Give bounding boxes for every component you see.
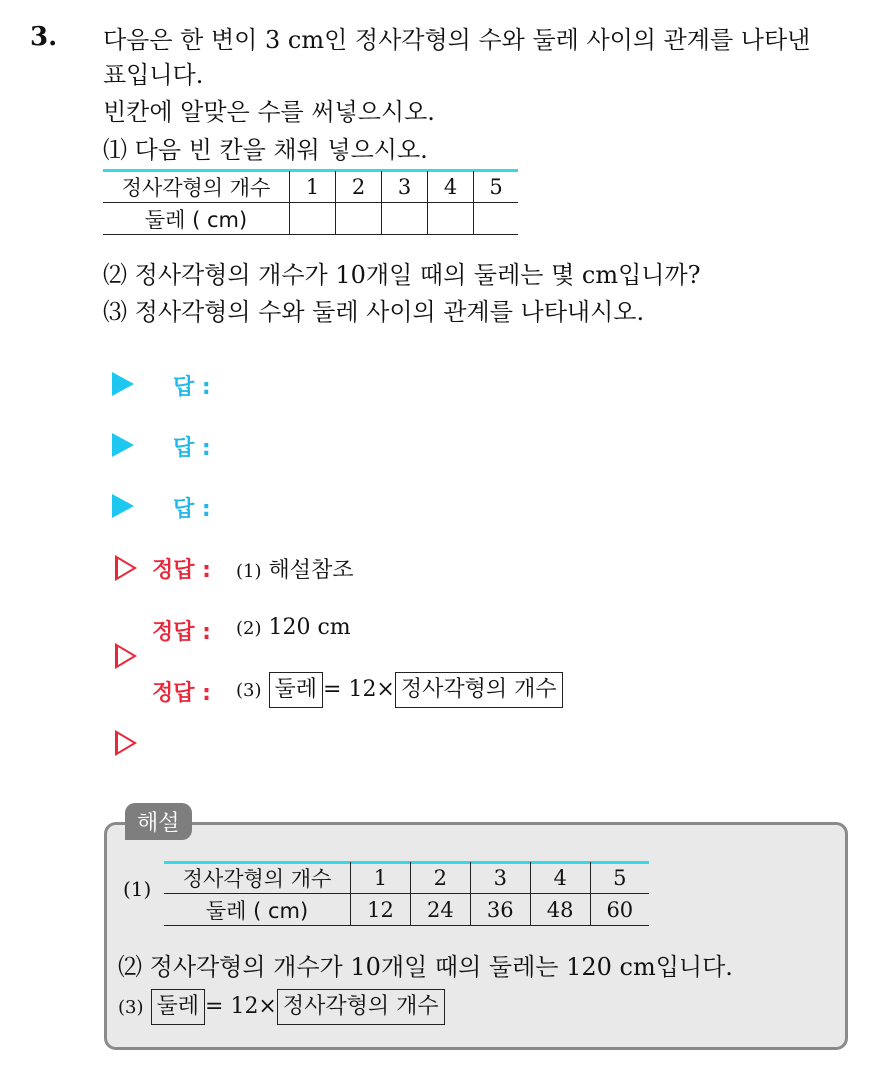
- solution-label: 정답 :: [152, 558, 211, 583]
- solution-text: 해설참조: [268, 558, 354, 583]
- answer-arrow-icon: [112, 372, 134, 396]
- table-cell-blank[interactable]: [474, 203, 518, 235]
- table-header-perimeter: 둘레 ( cm): [103, 203, 290, 235]
- table-cell-count: 5: [590, 862, 649, 894]
- table-cell-perimeter: 36: [470, 894, 530, 926]
- table-header-count: 정사각형의 개수: [103, 171, 290, 203]
- answer-label: 답 :: [173, 497, 211, 522]
- table-cell-count: 5: [474, 171, 518, 203]
- table-cell-blank[interactable]: [290, 203, 336, 235]
- answer-label: 답 :: [173, 436, 211, 461]
- solution-1: [236, 553, 354, 584]
- table-cell-perimeter: 60: [590, 894, 649, 926]
- explanation-part-1-number: (1): [123, 877, 152, 901]
- answer-label: 답 :: [173, 375, 211, 400]
- table-cell-count: 2: [410, 862, 470, 894]
- table-row: [103, 203, 518, 235]
- question-line-3: 빈칸에 알맞은 수를 써넣으시오.: [103, 98, 435, 126]
- formula-operator: = 12×: [323, 677, 395, 702]
- question-line-2: 표입니다.: [103, 61, 204, 89]
- table-cell-count: 1: [290, 171, 336, 203]
- formula-box-count: 정사각형의 개수: [277, 989, 445, 1025]
- formula-box-count: 정사각형의 개수: [395, 672, 563, 708]
- solution-label: 정답 :: [152, 620, 211, 645]
- formula-box-perimeter: 둘레: [151, 989, 206, 1025]
- solution-label: 정답 :: [152, 681, 211, 706]
- question-number: 3.: [30, 22, 58, 52]
- solution-number: (3): [236, 680, 262, 701]
- table-cell-count: 4: [530, 862, 590, 894]
- solution-3: [236, 672, 563, 708]
- table-row: [164, 894, 649, 926]
- question-part-1: ⑴ 다음 빈 칸을 채워 넣으시오.: [103, 136, 428, 164]
- question-table: [103, 171, 518, 235]
- question-line-1: 다음은 한 변이 3 cm인 정사각형의 수와 둘레 사이의 관계를 나타낸: [103, 26, 811, 54]
- table-cell-count: 2: [336, 171, 382, 203]
- table-cell-perimeter: 24: [410, 894, 470, 926]
- answer-arrow-icon: [112, 433, 134, 457]
- explanation-number: (3): [118, 997, 144, 1018]
- question-part-3: ⑶ 정사각형의 수와 둘레 사이의 관계를 나타내시오.: [103, 298, 645, 326]
- solution-2: [236, 615, 351, 640]
- solution-text: 120 cm: [268, 615, 351, 640]
- solution-arrow-icon: [115, 555, 137, 581]
- explanation-table: [164, 862, 649, 926]
- table-cell-count: 3: [470, 862, 530, 894]
- table-row: [164, 862, 649, 894]
- explanation-tag: 해설: [125, 803, 192, 840]
- formula-box-perimeter: 둘레: [269, 672, 324, 708]
- table-cell-blank[interactable]: [382, 203, 428, 235]
- solution-number: (1): [236, 561, 262, 582]
- table-row: [103, 171, 518, 203]
- explanation-part-3: [118, 989, 445, 1025]
- answer-arrow-icon: [112, 494, 134, 518]
- table-header-count: 정사각형의 개수: [164, 862, 351, 894]
- table-cell-perimeter: 12: [351, 894, 411, 926]
- table-cell-blank[interactable]: [428, 203, 474, 235]
- table-cell-count: 4: [428, 171, 474, 203]
- table-header-perimeter: 둘레 ( cm): [164, 894, 351, 926]
- table-cell-blank[interactable]: [336, 203, 382, 235]
- solution-arrow-icon: [115, 643, 137, 669]
- table-cell-perimeter: 48: [530, 894, 590, 926]
- question-part-2: ⑵ 정사각형의 개수가 10개일 때의 둘레는 몇 cm입니까?: [103, 261, 701, 289]
- solution-number: (2): [236, 618, 262, 639]
- formula-operator: = 12×: [205, 994, 277, 1019]
- explanation-part-2: ⑵ 정사각형의 개수가 10개일 때의 둘레는 120 cm입니다.: [118, 953, 733, 981]
- table-cell-count: 1: [351, 862, 411, 894]
- table-cell-count: 3: [382, 171, 428, 203]
- solution-arrow-icon: [115, 730, 137, 756]
